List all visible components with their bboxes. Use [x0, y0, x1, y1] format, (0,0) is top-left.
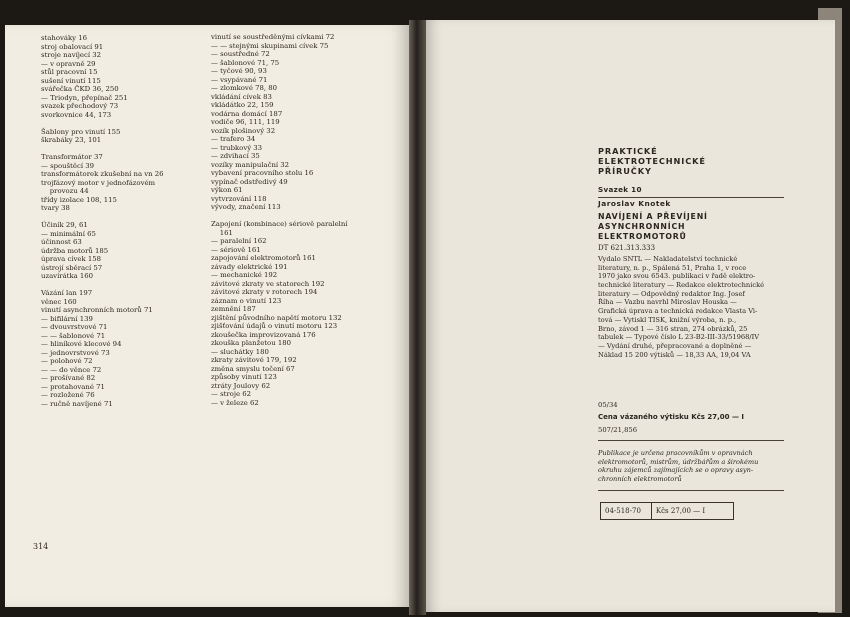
divider-rule	[598, 490, 784, 491]
index-entry: tvary 38	[41, 204, 70, 212]
imprint-line: technické literatury — Redakce elektrotechnické	[598, 281, 765, 290]
index-entry: provozu 44	[41, 187, 89, 195]
index-entry: zjištění původního napětí motoru 132	[211, 313, 342, 322]
imprint-block	[598, 255, 784, 359]
imprint-line: literatury — Odpovědný redaktor Ing. Josef	[598, 289, 745, 298]
index-entry: — tyčové 90, 93	[211, 67, 267, 75]
index-entry: — jednovrstvové 73	[41, 348, 110, 357]
imprint-line: Říha — Vazbu navrhl Miroslav Houska —	[598, 298, 737, 307]
index-entry: zemnění 187	[211, 305, 256, 313]
index-entry: uzavírátka 160	[41, 272, 94, 280]
imprint-line: Grafická úprava a technická redakce Vlasta Vi-	[598, 307, 758, 316]
series-title	[598, 146, 784, 176]
index-entry: svorkovnice 44, 173	[41, 110, 112, 119]
index-entry: 161	[211, 228, 233, 237]
index-entry: — rozložené 76	[41, 391, 95, 399]
volume-label: Svazek 10	[598, 185, 642, 194]
index-entry: zjišťování údajů o vinutí motoru 123	[211, 322, 338, 330]
book-title-line: ASYNCHRONNÍCH	[598, 222, 686, 231]
index-entry: Šablony pro vinutí 155	[41, 127, 121, 136]
index-entry: výkon 61	[211, 186, 243, 194]
index-entry: — minimální 65	[41, 229, 96, 238]
intended-audience	[598, 449, 784, 484]
index-entry: vozík plošinový 32	[211, 126, 276, 135]
intended-line: chronních elektromotorů	[598, 475, 682, 484]
imprint-line: Brno, závod 1 — 316 stran, 274 obrázků, 25	[598, 324, 748, 333]
imprint-line: tabulek — Typové číslo L 23-B2-III-33/51968/IV	[598, 333, 760, 342]
price-box	[600, 502, 734, 520]
book-gutter	[409, 20, 426, 615]
index-column-left	[41, 34, 164, 408]
index-entry: záznam o vinutí 123	[211, 296, 282, 305]
index-entry: vinutí se soustředěnými cívkami 72	[211, 33, 335, 41]
index-entry: zkouška planžetou 180	[211, 339, 291, 347]
index-entry: — paralelní 162	[211, 237, 267, 245]
index-entry: škrabáky 23, 101	[41, 136, 102, 144]
book-title	[598, 212, 784, 242]
book-title-line: ELEKTROMOTORŮ	[598, 232, 687, 241]
index-entry: vodiče 96, 111, 119	[211, 118, 280, 126]
index-entry: — stroje 62	[211, 390, 252, 398]
index-entry	[41, 145, 164, 154]
imprint-line: — Vydání druhé, přepracované a doplněné —	[598, 341, 752, 350]
index-entry	[211, 212, 348, 221]
index-entry: — — stejnými skupinami cívek 75	[211, 41, 329, 50]
dt-classification: DT 621.313.333	[598, 244, 656, 252]
index-entry: závitové zkraty ve statorech 192	[211, 279, 325, 288]
index-entry: zapojování elektromotorů 161	[211, 254, 316, 262]
index-entry: závitové zkraty v rotorech 194	[211, 288, 318, 296]
intended-line: okruhu zájemců zajímajících se o opravy asyn-	[598, 466, 754, 475]
index-entry: zkoušečka improvizovaná 176	[211, 330, 316, 339]
code-line: 05/34	[598, 401, 618, 409]
index-entry: údržba motorů 185	[41, 246, 109, 255]
index-entry: — prošívané 82	[41, 374, 96, 382]
intended-line: Publikace je určena pracovníkům v opravnách	[598, 449, 753, 457]
index-entry: — bifilární 139	[41, 314, 93, 323]
index-entry: — sériově 161	[211, 245, 261, 254]
index-entry: účinnost 63	[41, 238, 82, 246]
index-entry: — dvouvrstvové 71	[41, 323, 108, 331]
imprint-line: Vydalo SNTL — Nakladatelství technické	[598, 255, 738, 263]
index-entry: — — do věnce 72	[41, 365, 102, 374]
index-entry: trojfázový motor v jednofázovém	[41, 178, 156, 187]
imprint-line: literatury, n. p., Spálená 51, Praha 1, v roce	[598, 263, 747, 272]
index-entry: — — šablonové 71	[41, 331, 106, 340]
index-entry: Účiník 29, 61	[41, 221, 88, 229]
index-entry: Vázání lan 197	[41, 289, 93, 297]
code-line: 507/21,856	[598, 426, 638, 434]
index-entry: třídy izolace 108, 115	[41, 195, 117, 204]
series-title-line: PRAKTICKÉ	[598, 146, 658, 156]
index-column-right	[211, 33, 348, 407]
index-entry: stroj obalovací 91	[41, 42, 104, 51]
index-entry: vkládátko 22, 159	[211, 101, 274, 109]
index-entry: vinutí asynchronních motorů 71	[41, 306, 153, 314]
index-entry: — zlomkové 78, 80	[211, 84, 277, 92]
index-entry: závady elektrické 191	[211, 262, 288, 271]
index-entry: sušení vinutí 115	[41, 76, 101, 85]
index-entry: — soustředné 72	[211, 50, 270, 58]
index-entry: — hliníkové klecové 94	[41, 340, 122, 348]
series-title-line: PŘÍRUČKY	[598, 166, 652, 176]
index-entry: Zapojení (kombinace) sériově paralelní	[211, 220, 348, 228]
index-entry: svářečka ČKD 36, 250	[41, 85, 119, 93]
price-box-code: 04-518-70	[605, 507, 641, 515]
index-entry: vkládání cívek 83	[211, 92, 272, 101]
index-entry: — polohové 72	[41, 357, 93, 365]
index-entry	[41, 119, 164, 128]
page-number: 314	[33, 542, 49, 551]
index-entry: — šablonové 71, 75	[211, 58, 280, 67]
index-entry: vývody, značení 113	[211, 203, 281, 211]
index-entry: svazek přechodový 73	[41, 102, 119, 110]
index-entry: úprava cívek 158	[41, 255, 101, 263]
index-entry: vozíky manipulační 32	[211, 160, 290, 169]
index-entry: zkraty závitové 179, 192	[211, 356, 297, 364]
index-entry: Transformátor 37	[41, 153, 103, 161]
index-entry: — v železe 62	[211, 398, 259, 407]
index-entry: — protahované 71	[41, 382, 105, 391]
price-line: Cena vázaného výtisku Kčs 27,00 — I	[598, 413, 744, 421]
index-entry: — Triodyn, přepínač 251	[41, 93, 128, 102]
divider-rule	[598, 440, 784, 441]
index-entry: stůl pracovní 15	[41, 68, 98, 76]
imprint-line: 1970 jako svou 6543. publikaci v řadě elektro-	[598, 272, 756, 281]
index-entry: způsoby vinutí 123	[211, 373, 277, 381]
index-entry: věnec 160	[41, 297, 77, 306]
index-entry: změna smyslu točení 67	[211, 364, 295, 373]
index-entry: — zdvihací 35	[211, 152, 260, 160]
index-entry: stroje navíjecí 32	[41, 51, 102, 59]
author-name: Jaroslav Knotek	[598, 199, 671, 208]
index-entry: — sluchátky 180	[211, 347, 269, 356]
index-entry: — v opravně 29	[41, 59, 96, 68]
imprint-line: Náklad 15 200 výtisků — 18,33 AA, 19,04 VA	[598, 350, 751, 359]
index-entry: — ručně navíjené 71	[41, 399, 113, 408]
index-entry: — trubkový 33	[211, 143, 263, 152]
index-entry: — vsypávané 71	[211, 75, 268, 84]
index-entry: — mechanické 192	[211, 271, 278, 279]
index-entry: stahováky 16	[41, 34, 88, 42]
index-entry: vybavení pracovního stolu 16	[211, 169, 314, 177]
index-entry: — trafero 34	[211, 135, 256, 143]
index-entry: — spouštěcí 39	[41, 161, 95, 170]
index-entry: ústrojí sběrací 57	[41, 263, 103, 272]
series-title-line: ELEKTROTECHNICKÉ	[598, 156, 706, 166]
imprint-line: tová — Vytiskl TISK, knižní výroba, n. p.,	[598, 315, 737, 324]
index-entry: transformátorek zkušební na vn 26	[41, 170, 164, 178]
index-entry: vytvrzování 118	[211, 194, 267, 203]
index-entry: ztráty Joulovy 62	[211, 381, 271, 390]
index-entry: vodárna domácí 187	[211, 109, 283, 118]
intended-line: elektromotorů, mistrům, údržbářům a širokému	[598, 457, 759, 466]
index-entry: vypínač odstředivý 49	[211, 177, 288, 186]
divider-rule	[598, 197, 784, 198]
price-box-price: Kčs 27,00 — I	[651, 503, 705, 519]
index-entry	[41, 281, 164, 290]
index-entry	[41, 213, 164, 222]
book-title-line: NAVÍJENÍ A PŘEVÍJENÍ	[598, 212, 708, 221]
